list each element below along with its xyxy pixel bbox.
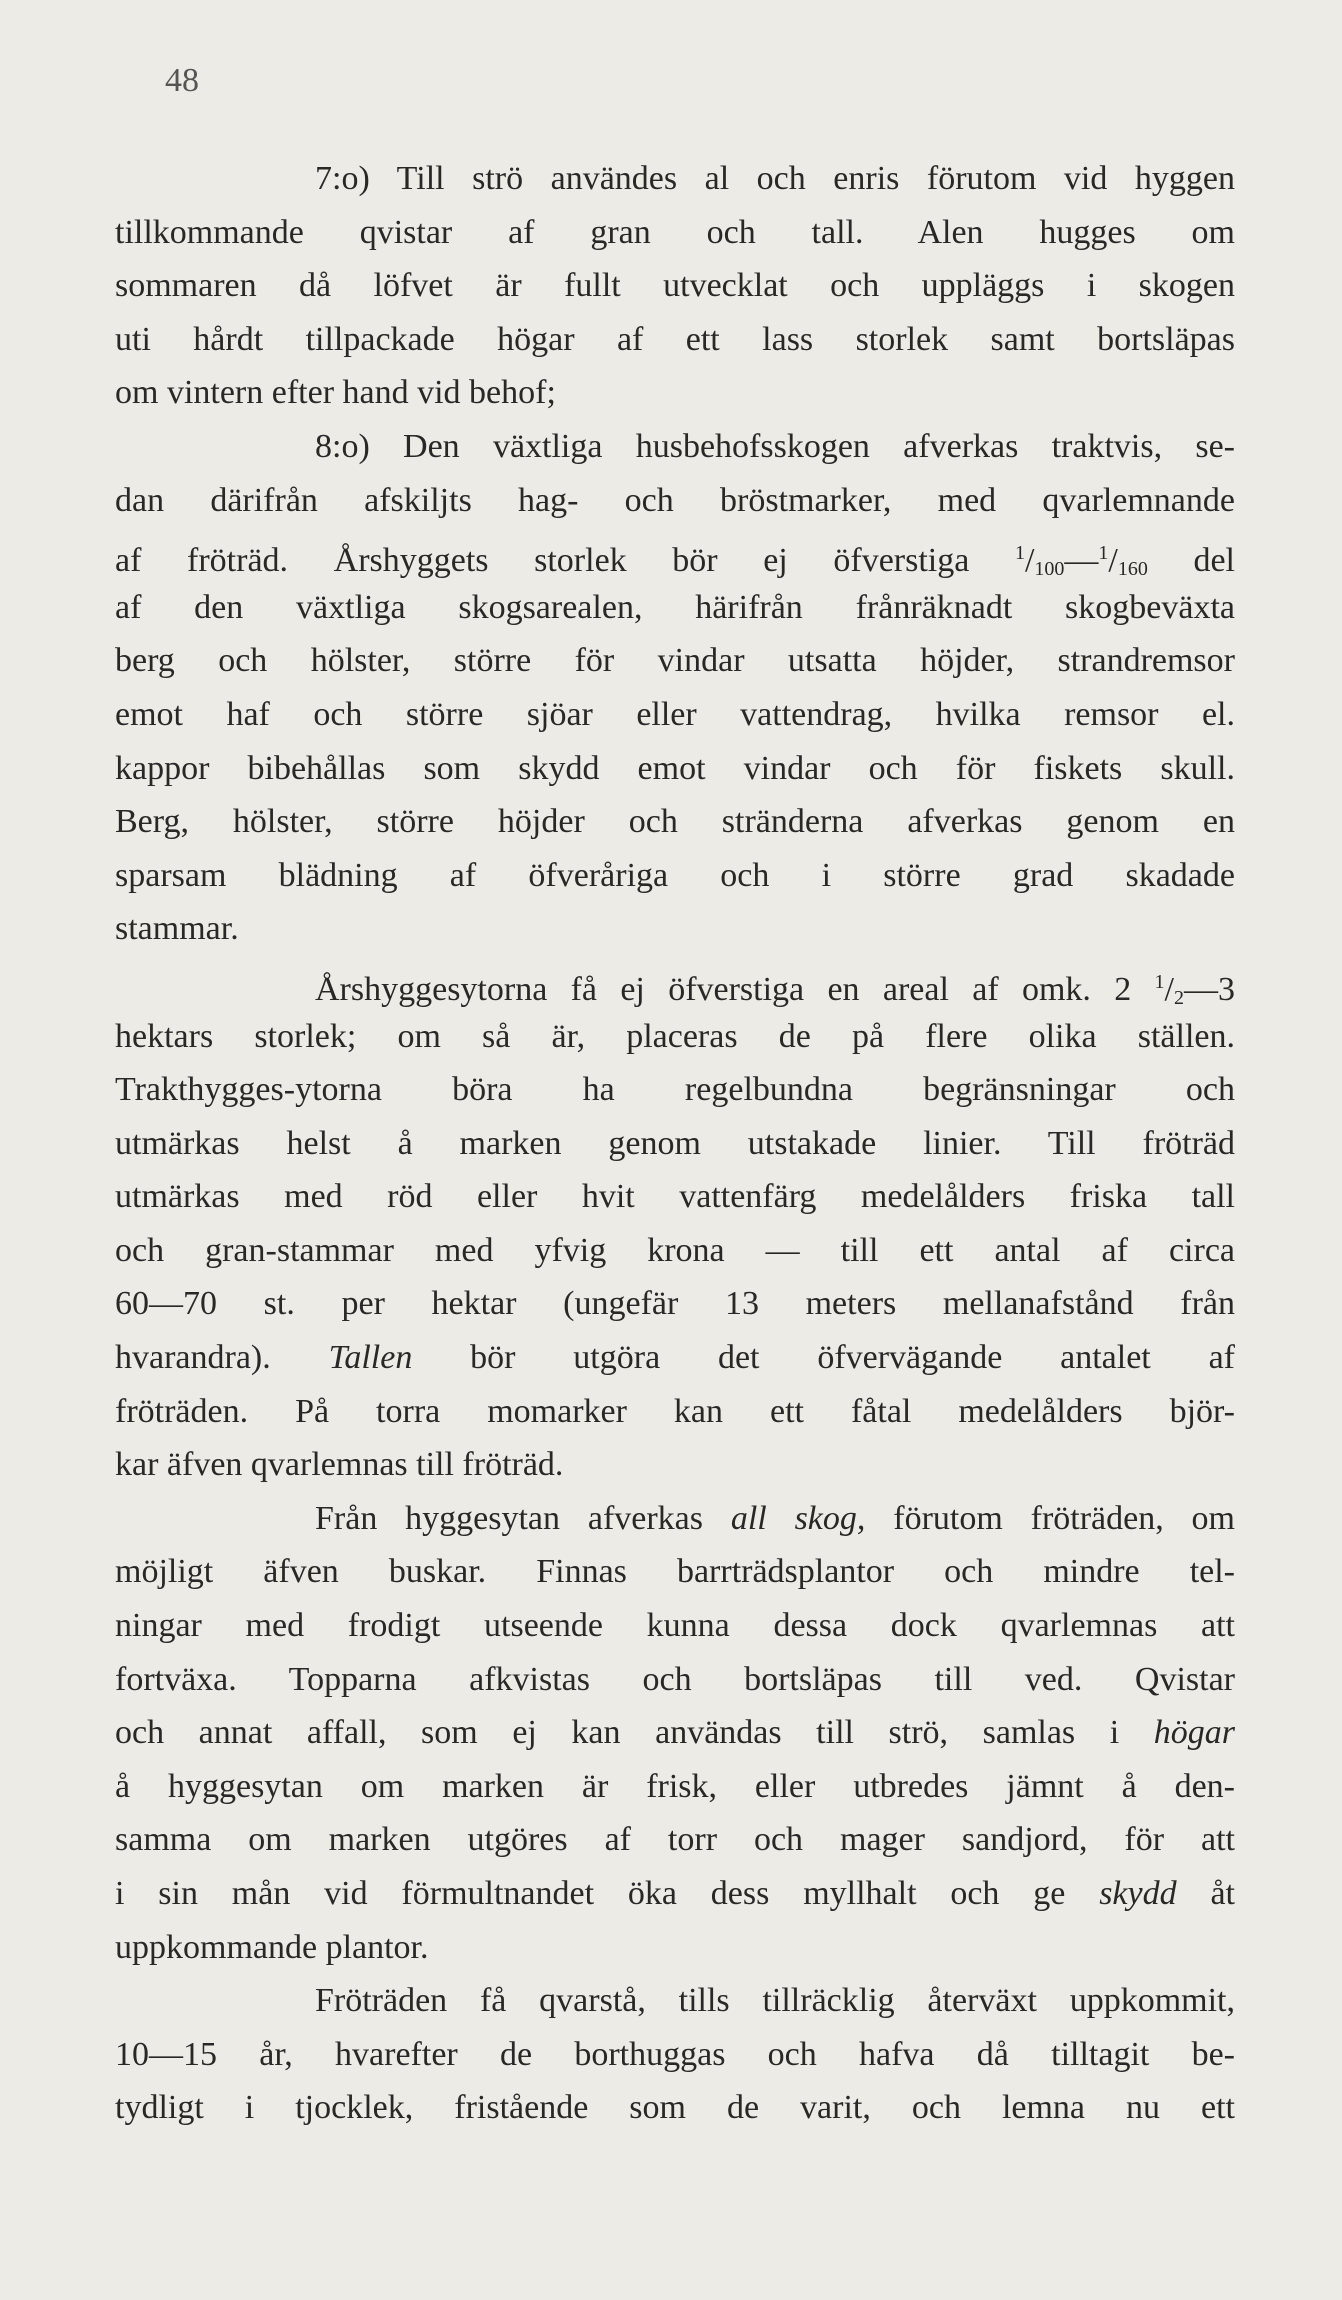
line-text: Årshyggesytorna få ej öfverstiga en areal af omk. 2 — [315, 970, 1155, 1008]
text-line — [115, 1277, 1235, 1331]
fraction-numerator: 1 — [1014, 542, 1025, 565]
line-text: hektars storlek; om så är, placeras de på flere olika ställen. — [115, 1017, 1235, 1055]
line-text: emot haf och större sjöar eller vattendrag, hvilka remsor el. — [115, 695, 1235, 733]
line-text: 7:o) Till strö användes al och enris förutom vid hyggen — [315, 160, 1235, 197]
text-line — [115, 688, 1235, 742]
text-line: af fröträd. Årshyggets storlek bör ej öfverstiga $^1/_{100}—^1/_{160}$ del — [115, 542, 1235, 581]
line-text: och gran-stammar med yfvig krona — till ett antal af circa — [115, 1231, 1235, 1269]
italic-text: skydd — [1099, 1875, 1177, 1912]
text-line — [115, 2081, 1235, 2135]
fraction-denominator: 160 — [1117, 558, 1148, 581]
text-line — [115, 259, 1235, 313]
text-line — [115, 2028, 1235, 2082]
text-line — [115, 1170, 1235, 1224]
text-line — [115, 902, 1235, 956]
line-text: hvarandra). — [115, 1339, 329, 1377]
text-line — [115, 1224, 1235, 1278]
line-text: af den växtliga skogsarealen, härifrån frånräknadt skogbeväxta — [115, 588, 1235, 626]
text-line — [115, 581, 1235, 635]
text-line — [115, 849, 1235, 903]
line-text: dan därifrån afskiljts hag- och bröstmarker, med qvarlemnande — [115, 481, 1235, 519]
line-text: berg och hölster, större för vindar utsatta höjder, strandremsor — [115, 642, 1235, 680]
line-text: del — [1147, 542, 1235, 580]
italic-text: all skog, — [730, 1499, 866, 1537]
line-text: 8:o) Den växtliga husbehofsskogen afverkas traktvis, se- — [315, 427, 1235, 465]
line-text: i sin mån vid förmultnandet öka dess myllhalt och ge — [115, 1875, 1100, 1912]
text-line — [115, 1921, 1235, 1975]
text-line — [115, 313, 1235, 367]
text-line — [115, 474, 1235, 528]
line-text: 10—15 år, hvarefter de borthuggas och hafva då tilltagit be- — [115, 2035, 1235, 2073]
fraction-numerator: 1 — [1098, 542, 1109, 565]
line-text: fröträden. På torra momarker kan ett fåtal medelålders björ- — [115, 1392, 1235, 1430]
line-text: å hyggesytan om marken är frisk, eller utbredes jämnt å den- — [115, 1767, 1235, 1805]
dash: — — [1064, 542, 1099, 580]
line-text: sparsam blädning af öfveråriga och i större grad skadade — [115, 856, 1235, 894]
text-line — [115, 742, 1235, 796]
line-text: förutom fröträden, om — [865, 1499, 1235, 1537]
text-line — [115, 366, 1235, 420]
text-line — [115, 1974, 1235, 2028]
line-text: fortväxa. Topparna afkvistas och bortsläpas till ved. Qvistar — [115, 1660, 1235, 1698]
text-line — [115, 1063, 1235, 1117]
text-line — [115, 1813, 1235, 1867]
fraction-denominator: 2 — [1174, 986, 1184, 1009]
line-text: uti hårdt tillpackade högar af ett lass storlek samt bortsläpas — [115, 320, 1235, 358]
line-text: kar äfven qvarlemnas till fröträd. — [115, 1446, 564, 1484]
line-text: samma om marken utgöres af torr och mager sandjord, för att — [115, 1821, 1235, 1859]
line-text: om vintern efter hand vid behof; — [115, 374, 556, 412]
line-text: 60—70 st. per hektar (ungefär 13 meters mellanafstånd från — [115, 1285, 1235, 1323]
text-line — [115, 1492, 1235, 1546]
line-text: åt — [1176, 1875, 1235, 1912]
line-text: möjligt äfven buskar. Finnas barrträdsplantor och mindre tel- — [115, 1553, 1235, 1591]
text-line — [115, 1706, 1235, 1760]
text-line — [115, 1438, 1235, 1492]
line-text: tydligt i tjocklek, fristående som de varit, och lemna nu ett — [115, 2089, 1235, 2127]
text-line — [115, 1117, 1235, 1171]
text-line — [115, 1653, 1235, 1707]
fraction-denominator: 100 — [1034, 558, 1065, 581]
text-line — [115, 1331, 1235, 1385]
text-line — [115, 1545, 1235, 1599]
fraction-numerator: 1 — [1154, 970, 1165, 993]
line-text: stammar. — [115, 910, 239, 948]
text-line — [115, 1760, 1235, 1814]
text-line: Årshyggesytorna få ej öfverstiga en areal af omk. 2 $^1/_2—3$ — [315, 970, 1235, 1009]
text-line — [115, 795, 1235, 849]
line-text: kappor bibehållas som skydd emot vindar och för fiskets skull. — [115, 749, 1235, 787]
italic-text: Tallen — [328, 1339, 413, 1377]
line-text: utmärkas med röd eller hvit vattenfärg medelålders friska tall — [115, 1178, 1235, 1216]
text-line — [115, 634, 1235, 688]
line-text: Trakthygges-ytorna böra ha regelbundna begränsningar och — [115, 1071, 1235, 1109]
line-text: uppkommande plantor. — [115, 1928, 429, 1966]
text-line — [115, 1010, 1235, 1064]
line-text: bör utgöra det öfvervägande antalet af — [412, 1339, 1235, 1377]
text-line — [115, 152, 1235, 206]
text-line — [115, 1385, 1235, 1439]
line-text: ningar med frodigt utseende kunna dessa dock qvarlemnas att — [115, 1607, 1235, 1645]
line-text: Berg, hölster, större höjder och stränderna afverkas genom en — [115, 803, 1235, 841]
line-text: Fröträden få qvarstå, tills tillräcklig återväxt uppkommit, — [315, 1982, 1235, 2020]
text-line — [115, 1599, 1235, 1653]
line-text: Från hyggesytan afverkas — [315, 1499, 731, 1537]
line-text: sommaren då löfvet är fullt utvecklat och uppläggs i skogen — [115, 267, 1235, 305]
line-text: utmärkas helst å marken genom utstakade linier. Till fröträd — [115, 1124, 1235, 1162]
line-text: tillkommande qvistar af gran och tall. Alen hugges om — [115, 213, 1235, 251]
line-text: och annat affall, som ej kan användas till strö, samlas i — [115, 1714, 1154, 1752]
text-line — [115, 1867, 1235, 1921]
page-number: 48 — [165, 62, 199, 99]
text-line — [115, 206, 1235, 260]
line-text: af fröträd. Årshyggets storlek bör ej öfverstiga — [115, 542, 1015, 580]
text-line — [115, 420, 1235, 474]
italic-text: högar — [1153, 1714, 1235, 1752]
line-text: —3 — [1184, 970, 1235, 1008]
body-text — [115, 152, 1235, 2135]
